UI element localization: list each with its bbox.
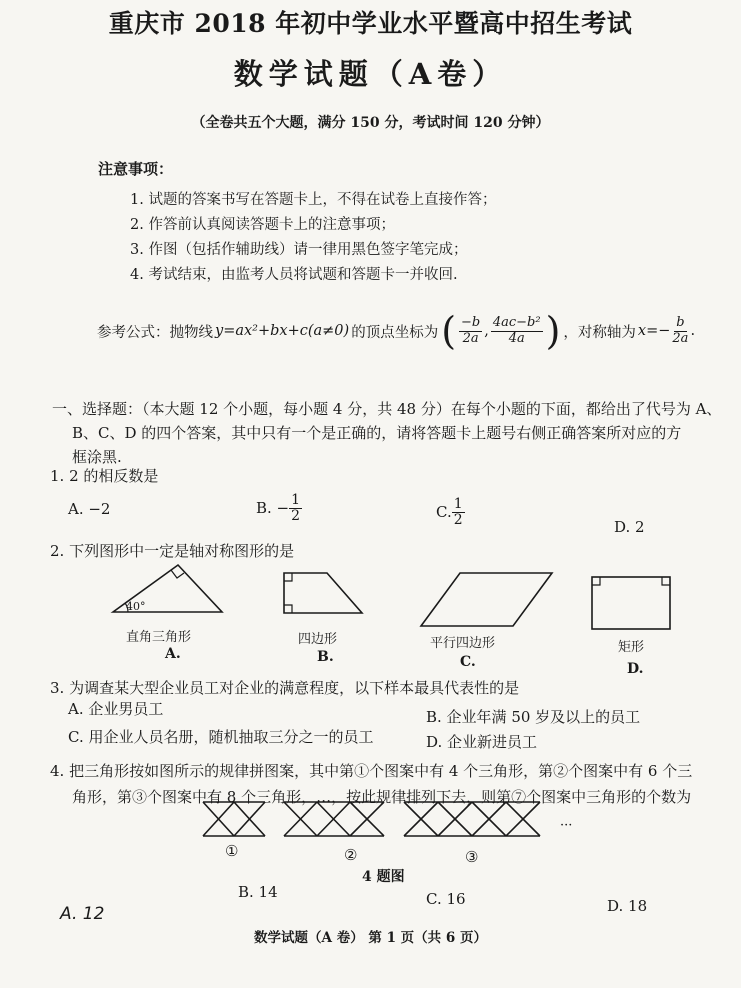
reference-formula [97, 309, 696, 353]
notice-item-3: 3. 作图（包括作辅助线）请一律用黑色签字笔完成； [130, 242, 468, 258]
rectangle-shape [592, 577, 670, 629]
pattern-label-3: ③ [465, 848, 479, 866]
q2-caption-d: 矩形 [618, 640, 645, 655]
fraction-numerator: 1 [453, 496, 463, 512]
fraction-denominator: 2a [462, 330, 479, 346]
q2-letter-c: C. [460, 654, 476, 670]
pattern-2 [284, 802, 384, 836]
q1-option-c [436, 497, 465, 529]
right-angle-mark [662, 577, 670, 585]
q2-letter-b: B. [317, 649, 334, 665]
question-4-stem-line-1: 4. 把三角形按如图所示的规律拼图案，其中第①个图案中有 4 个三角形，第②个图案中有 6 个三 [50, 762, 693, 780]
pattern-1 [203, 802, 265, 836]
notice-heading: 注意事项： [98, 160, 174, 178]
q1-option-d: D. 2 [614, 518, 645, 536]
exam-subtitle: （全卷共五个大题，满分 150 分，考试时间 120 分钟） [191, 115, 550, 131]
q1-b-fraction [289, 493, 302, 525]
right-angle-mark [284, 573, 292, 581]
question-1-stem: 1. 2 的相反数是 [50, 467, 159, 485]
q1-option-a: A. −2 [68, 500, 111, 518]
vertex-x-fraction [459, 316, 482, 346]
right-angle-mark [592, 577, 600, 585]
left-paren: ( [441, 309, 457, 353]
q3-option-b: B. 企业年满 50 岁及以上的员工 [426, 708, 641, 726]
vertex-y-fraction [491, 316, 543, 346]
q1-c-fraction [452, 497, 465, 529]
notice-item-1: 1. 试题的答案书写在答题卡上，不得在试卷上直接作答； [130, 192, 497, 208]
fraction-numerator: −b [461, 315, 481, 331]
pattern-ellipsis: ··· [560, 818, 573, 833]
section-heading-line-1: 一、选择题：（本大题 12 个小题，每小题 4 分，共 48 分）在每个小题的下面，都给出了代号为 A、 [52, 400, 722, 418]
q4-option-b: B. 14 [238, 883, 278, 901]
q4-option-a: A. 12 [60, 904, 105, 924]
question-4-stem-line-2: 角形，第③个图案中有 8 个三角形，…，按此规律排列下去，则第⑦个图案中三角形的个数为 [72, 788, 692, 806]
q2-caption-a: 直角三角形 [126, 630, 192, 645]
option-label: C. [436, 502, 452, 521]
angle-label: 40° [126, 600, 146, 613]
formula-expression: y=ax²+bx+c(a≠0) [215, 323, 350, 339]
notice-item-2: 2. 作答前认真阅读答题卡上的注意事项； [130, 217, 395, 233]
section-heading-line-3: 框涂黑. [72, 448, 122, 466]
q4-pattern-figures [0, 796, 741, 846]
notice-item-4: 4. 考试结束，由监考人员将试题和答题卡一并收回. [130, 267, 458, 283]
right-paren: ) [545, 309, 561, 353]
pattern-3 [404, 802, 540, 836]
q4-option-d: D. 18 [607, 897, 648, 915]
fraction-denominator: 4a [508, 330, 525, 346]
quadrilateral-shape [284, 573, 362, 613]
fraction-numerator: 1 [291, 492, 301, 508]
right-angle-mark [171, 570, 184, 578]
q2-caption-b: 四边形 [298, 632, 338, 647]
q2-letter-a: A. [165, 646, 181, 662]
question-2-stem: 2. 下列图形中一定是轴对称图形的是 [50, 542, 295, 560]
fraction-denominator: 2a [672, 330, 689, 346]
paper-title: 数学试题（A卷） [233, 57, 508, 91]
figure-caption: 4 题图 [362, 869, 405, 885]
q4-option-c: C. 16 [426, 890, 466, 908]
section-heading-line-2: B、C、D 的四个答案，其中只有一个是正确的，请将答题卡上题号右侧正确答案所对应的方 [72, 424, 682, 442]
fraction-numerator: 4ac−b² [492, 315, 541, 331]
axis-lhs: x=− [637, 323, 671, 339]
question-3-stem: 3. 为调查某大型企业员工对企业的满意程度，以下样本最具代表性的是 [50, 679, 520, 697]
q2-letter-d: D. [627, 661, 644, 677]
formula-vertex-text: 的顶点坐标为 [351, 324, 439, 341]
period: . [690, 323, 696, 339]
formula-axis-text: ，对称轴为 [563, 324, 636, 341]
fraction-denominator: 2 [453, 512, 463, 529]
parallelogram-shape [421, 573, 552, 626]
fraction-numerator: b [676, 315, 685, 331]
pattern-label-1: ① [225, 842, 239, 860]
right-angle-mark [284, 605, 292, 613]
q3-option-a: A. 企业男员工 [68, 700, 164, 718]
exam-title: 重庆市 2018 年初中学业水平暨高中招生考试 [108, 9, 633, 38]
q3-option-c: C. 用企业人员名册，随机抽取三分之一的员工 [68, 728, 374, 746]
q1-option-b [256, 493, 302, 525]
q3-option-d: D. 企业新进员工 [426, 733, 538, 751]
q2-caption-c: 平行四边形 [430, 636, 496, 651]
page-footer: 数学试题（A 卷） 第 1 页（共 6 页） [254, 930, 487, 946]
option-label: B. − [256, 498, 290, 517]
pattern-label-2: ② [344, 846, 358, 864]
axis-fraction [672, 316, 688, 346]
formula-prefix: 参考公式：抛物线 [97, 324, 213, 341]
comma: , [484, 323, 489, 339]
q2-figures [0, 555, 741, 675]
fraction-denominator: 2 [291, 508, 301, 525]
